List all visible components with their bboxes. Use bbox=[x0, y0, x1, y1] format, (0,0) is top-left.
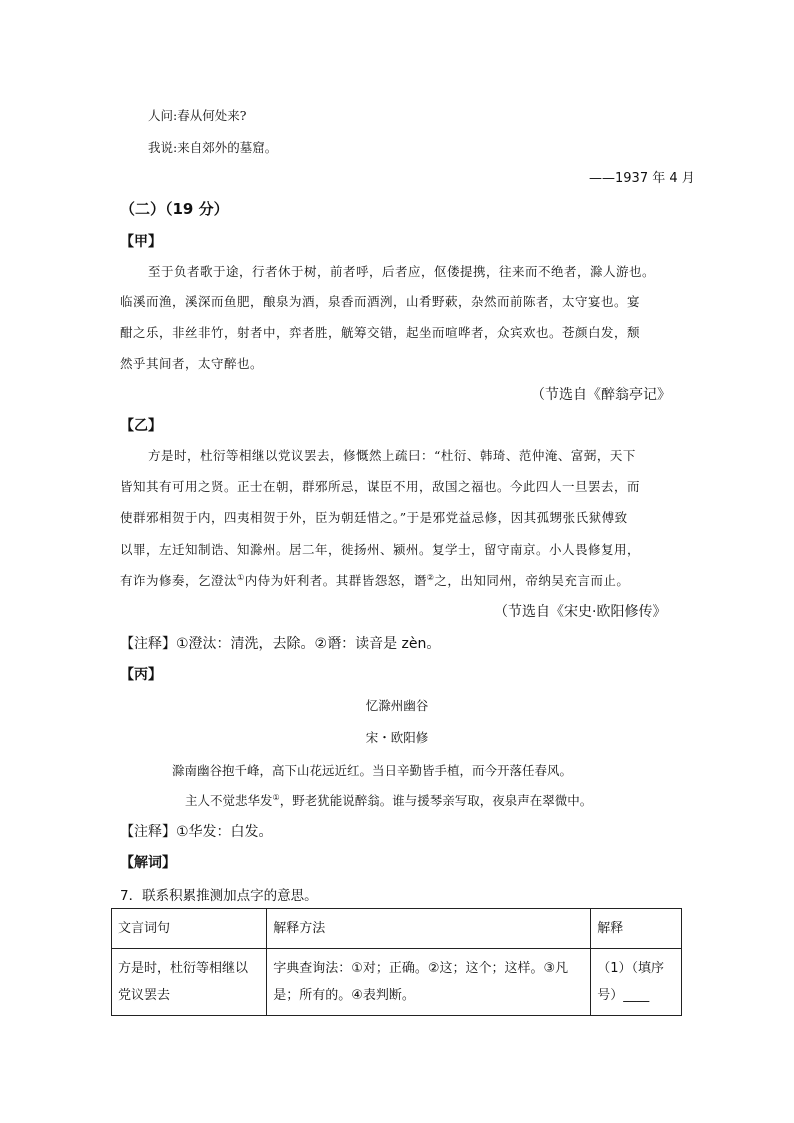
poem-line-answer: 我说:来自郊外的墓窟。 bbox=[148, 140, 278, 155]
note-bing: 【注释】①华发：白发。 bbox=[120, 824, 273, 840]
question-7: 7．联系积累推测加点字的意思。 bbox=[120, 888, 318, 904]
label-jia: 【甲】 bbox=[120, 234, 162, 250]
cell-answer[interactable]: （1）（填序号）____ bbox=[591, 949, 682, 1016]
yi-line-5-part-b: 内侍为奸利者。其群皆怨怒，谮 bbox=[244, 573, 427, 588]
section-title: （二）（19 分） bbox=[120, 200, 229, 218]
note-marker-3: ① bbox=[272, 792, 280, 802]
table-header-row bbox=[112, 909, 682, 949]
jia-line-3: 酣之乐，非丝非竹，射者中，弈者胜，觥筹交错，起坐而喧哗者，众宾欢也。苍颜白发，颓 bbox=[120, 325, 641, 340]
label-jieci: 【解词】 bbox=[120, 855, 176, 871]
jia-line-4: 然乎其间者，太守醉也。 bbox=[120, 356, 264, 371]
header-answer: 解释 bbox=[591, 909, 682, 949]
note-marker-2: ② bbox=[426, 572, 435, 582]
cell-phrase: 方是时，杜衍等相继以党议罢去 bbox=[112, 949, 267, 1016]
yi-line-1: 方是时，杜衍等相继以党议罢去，修慨然上疏曰：“杜衍、韩琦、范仲淹、富弼，天下 bbox=[148, 448, 636, 463]
poem-line-question: 人问:春从何处来? bbox=[148, 108, 247, 123]
jia-line-2: 临溪而渔，溪深而鱼肥，酿泉为酒，泉香而酒洌，山肴野蔌，杂然而前陈者，太守宴也。宴 bbox=[120, 294, 641, 309]
answer-table bbox=[111, 908, 682, 1016]
yi-line-5-part-a: 有诈为修奏，乞澄汰 bbox=[120, 573, 238, 588]
yi-line-5-part-c: 之，出知同州，帝纳吴充言而止。 bbox=[434, 573, 630, 588]
jia-source: （节选自《醉翁亭记》 bbox=[531, 387, 671, 403]
cell-method: 字典查询法：①对；正确。②这；这个；这样。③凡是；所有的。④表判断。 bbox=[267, 949, 591, 1016]
yi-source: （节选自《宋史·欧阳修传》 bbox=[494, 604, 667, 620]
label-yi: 【乙】 bbox=[120, 418, 162, 434]
header-phrase: 文言词句 bbox=[112, 909, 267, 949]
header-method: 解释方法 bbox=[267, 909, 591, 949]
yi-line-4: 以罪，左迁知制诰、知滁州。居二年，徙扬州、颍州。复学士，留守南京。小人畏修复用， bbox=[120, 542, 641, 557]
bing-line-2-part-b: ，野老犹能说醉翁。谁与援琴亲写取，夜泉声在翠微中。 bbox=[279, 793, 593, 808]
bing-author: 宋・欧阳修 bbox=[365, 730, 429, 745]
poem-date: ——1937 年 4 月 bbox=[589, 171, 695, 186]
yi-line-5 bbox=[120, 571, 629, 589]
jia-line-1: 至于负者歌于途，行者休于树，前者呼，后者应，伛偻提携，往来而不绝者，滁人游也。 bbox=[148, 264, 656, 279]
note-marker-1: ① bbox=[237, 572, 245, 582]
bing-line-2-part-a: 主人不觉悲华发 bbox=[185, 793, 273, 808]
bing-line-2 bbox=[185, 791, 592, 809]
table-row bbox=[112, 949, 682, 1016]
bing-poem-title: 忆滁州幽谷 bbox=[365, 698, 429, 713]
yi-line-2: 皆知其有可用之贤。正士在朝，群邪所忌，谋臣不用，敌国之福也。今此四人一旦罢去，而 bbox=[120, 479, 641, 494]
bing-line-1: 滁南幽谷抱千峰，高下山花远近红。当日辛勤皆手植，而今开落任春风。 bbox=[172, 763, 573, 778]
label-bing: 【丙】 bbox=[120, 667, 162, 683]
yi-line-3: 使群邪相贺于内，四夷相贺于外，臣为朝廷惜之。”于是邪党益忌修，因其孤甥张氏狱傅致 bbox=[120, 510, 628, 525]
note-yi: 【注释】①澄汰：清洗，去除。②谮：读音是 zèn。 bbox=[120, 636, 441, 652]
